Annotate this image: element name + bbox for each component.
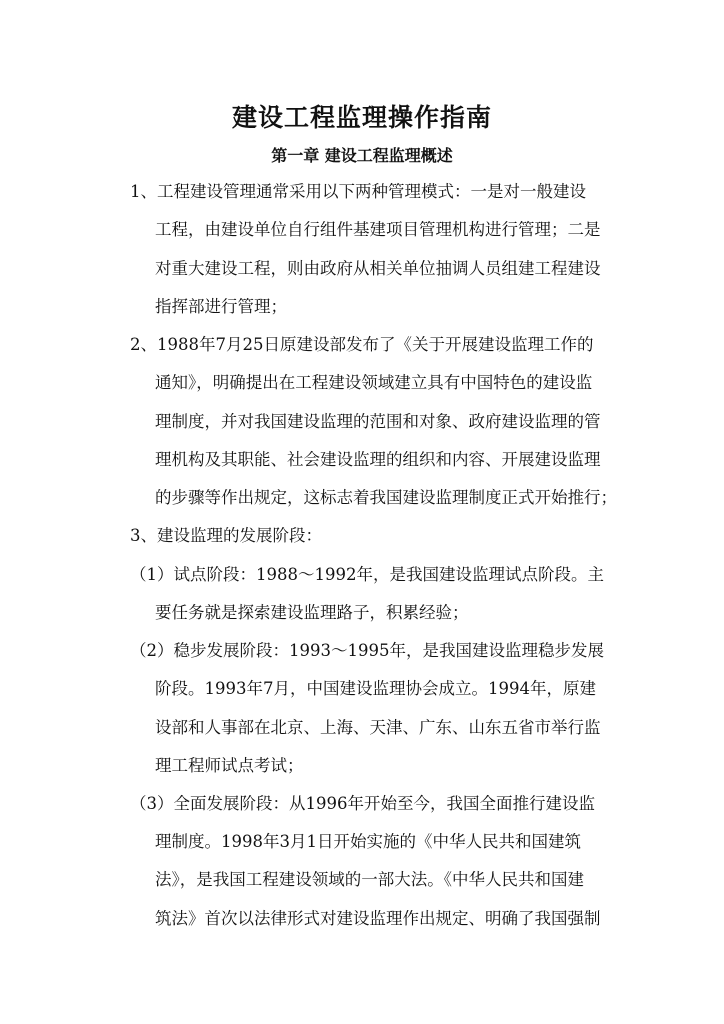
text-line: 通知》，明确提出在工程建设领域建立具有中国特色的建设监 xyxy=(155,373,593,392)
text-line: 理制度。1998年3月1日开始实施的《中华人民共和国建筑 xyxy=(155,832,581,851)
text-line: 3、建设监理的发展阶段： xyxy=(130,526,322,545)
text-line: 工程，由建设单位自行组件基建项目管理机构进行管理；二是 xyxy=(155,220,601,239)
text-line: 1、工程建设管理通常采用以下两种管理模式：一是对一般建设 xyxy=(130,182,586,201)
text-line: （3）全面发展阶段：从1996年开始至今，我国全面推行建设监 xyxy=(130,794,595,813)
text-line: （2）稳步发展阶段：1993～1995年，是我国建设监理稳步发展 xyxy=(130,641,604,660)
text-line: 理制度，并对我国建设监理的范围和对象、政府建设监理的管 xyxy=(155,412,601,431)
text-line: 理工程师试点考试； xyxy=(155,756,304,775)
text-line: 筑法》首次以法律形式对建设监理作出规定、明确了我国强制 xyxy=(155,909,601,928)
text-line: 的步骤等作出规定，这标志着我国建设监理制度正式开始推行； xyxy=(155,488,617,507)
text-line: （1）试点阶段：1988～1992年，是我国建设监理试点阶段。主 xyxy=(130,565,604,584)
chapter-heading: 第一章 建设工程监理概述 xyxy=(271,146,453,165)
text-line: 对重大建设工程，则由政府从相关单位抽调人员组建工程建设 xyxy=(155,259,601,278)
text-line: 指挥部进行管理； xyxy=(155,297,287,316)
text-line: 理机构及其职能、社会建设监理的组织和内容、开展建设监理 xyxy=(155,450,601,469)
text-line: 设部和人事部在北京、上海、天津、广东、山东五省市举行监 xyxy=(155,718,601,737)
text-line: 2、1988年7月25日原建设部发布了《关于开展建设监理工作的 xyxy=(130,335,594,354)
document-title: 建设工程监理操作指南 xyxy=(231,103,492,132)
text-line: 法》，是我国工程建设领域的一部大法。《中华人民共和国建 xyxy=(155,870,584,889)
text-line: 阶段。1993年7月，中国建设监理协会成立。1994年，原建 xyxy=(155,679,596,698)
text-line: 要任务就是探索建设监理路子，积累经验； xyxy=(155,603,469,622)
